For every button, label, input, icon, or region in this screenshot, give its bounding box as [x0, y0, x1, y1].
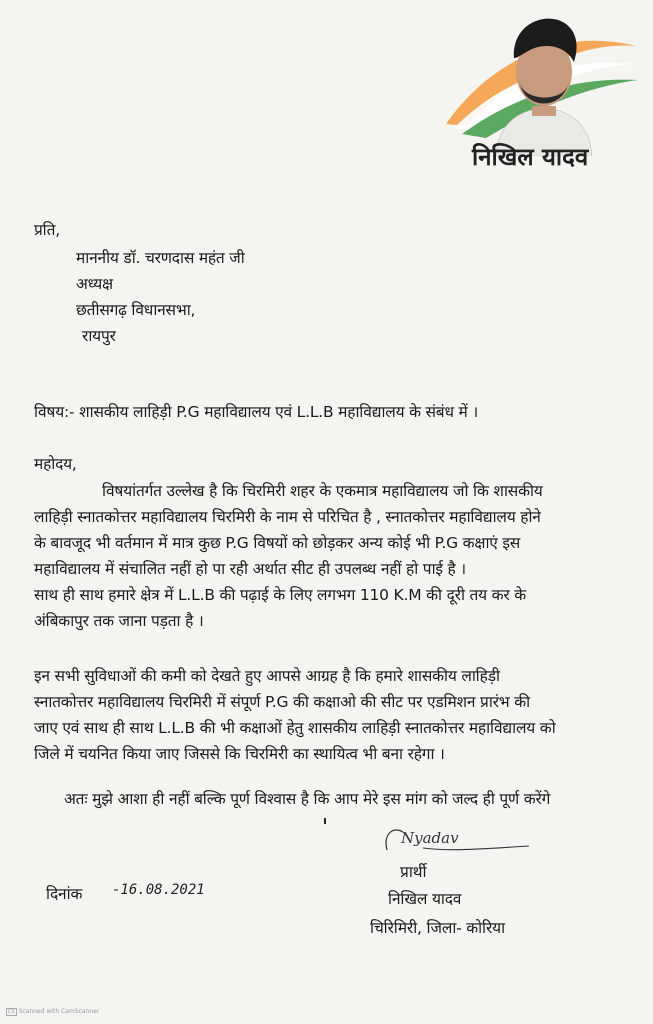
para1-line: लाहिड़ी स्नातकोत्तर महाविद्यालय चिरमिरी के नाम से परिचित है , स्नातकोत्तर महाविद्यालय होने [34, 508, 541, 526]
subject-line: विषय:- शासकीय लाहिड़ी P.G महाविद्यालय एवं L.L.B महाविद्यालय के संबंध में । [34, 403, 478, 421]
recipient-line4: रायपुर [82, 327, 116, 345]
recipient-to: प्रति, [34, 221, 60, 239]
para2-line: इन सभी सुविधाओं की कमी को देखते हुए आपसे आग्रह है कि हमारे शासकीय लाहिड़ी [34, 667, 500, 685]
para1-line: अंबिकापुर तक जाना पड़ता है । [34, 612, 204, 630]
signature-text: Nyadav [401, 829, 459, 847]
date-label: दिनांक [46, 885, 83, 903]
scanner-footer [6, 1008, 99, 1016]
signature-name: निखिल यादव [388, 890, 462, 908]
letterhead-logo [446, 6, 642, 156]
para2-line: स्नातकोत्तर महाविद्यालय चिरमिरी में संपूर्ण P.G की कक्षाओ की सीट पर एडमिशन प्रारंभ की [34, 693, 530, 711]
para1-line: के बावजूद भी वर्तमान में मात्र कुछ P.G विषयों को छोड़कर अन्य कोई भी P.G कक्षाएं इस [34, 534, 521, 552]
ink-mark [324, 818, 326, 824]
signature-address: चिरिमिरी, जिला- कोरिया [370, 919, 505, 937]
para2-line: जाए एवं साथ ही साथ L.L.B की भी कक्षाओं हेतु शासकीय लाहिड़ी स्नातकोत्तर महाविद्यालय को [34, 719, 556, 737]
salutation: महोदय, [34, 455, 77, 473]
letterhead-name: निखिल यादव [472, 143, 589, 171]
recipient-line1: माननीय डॉ. चरणदास महंत जी [76, 249, 245, 267]
para1-line: महाविद्यालय में संचालित नहीं हो पा रही अर्थात सीट ही उपलब्ध नहीं हो पाई है । [34, 560, 466, 578]
camscanner-badge: CS [8, 1009, 15, 1015]
recipient-line2: अध्यक्ष [76, 275, 113, 293]
signature-label: प्रार्थी [400, 863, 427, 881]
para1-line: साथ ही साथ हमारे क्षेत्र में L.L.B की पढ़ाई के लिए लगभग 110 K.M की दूरी तय कर के [34, 586, 526, 604]
para1-line: विषयांतर्गत उल्लेख है कि चिरमिरी शहर के एकमात्र महाविद्यालय जो कि शासकीय [102, 482, 543, 500]
handwritten-signature [383, 822, 459, 847]
recipient-line3: छतीसगढ़ विधानसभा, [76, 301, 196, 319]
para2-line: जिले में चयनित किया जाए जिससे कि चिरमिरी का स्थायित्व भी बना रहेगा । [34, 745, 445, 763]
camscanner-text: Scanned with CamScanner [18, 1008, 100, 1015]
date-value: -16.08.2021 [112, 882, 205, 898]
closing-line: अतः मुझे आशा ही नहीं बल्कि पूर्ण विश्वास है कि आप मेरे इस मांग को जल्द ही पूर्ण करेंगे [64, 790, 551, 808]
